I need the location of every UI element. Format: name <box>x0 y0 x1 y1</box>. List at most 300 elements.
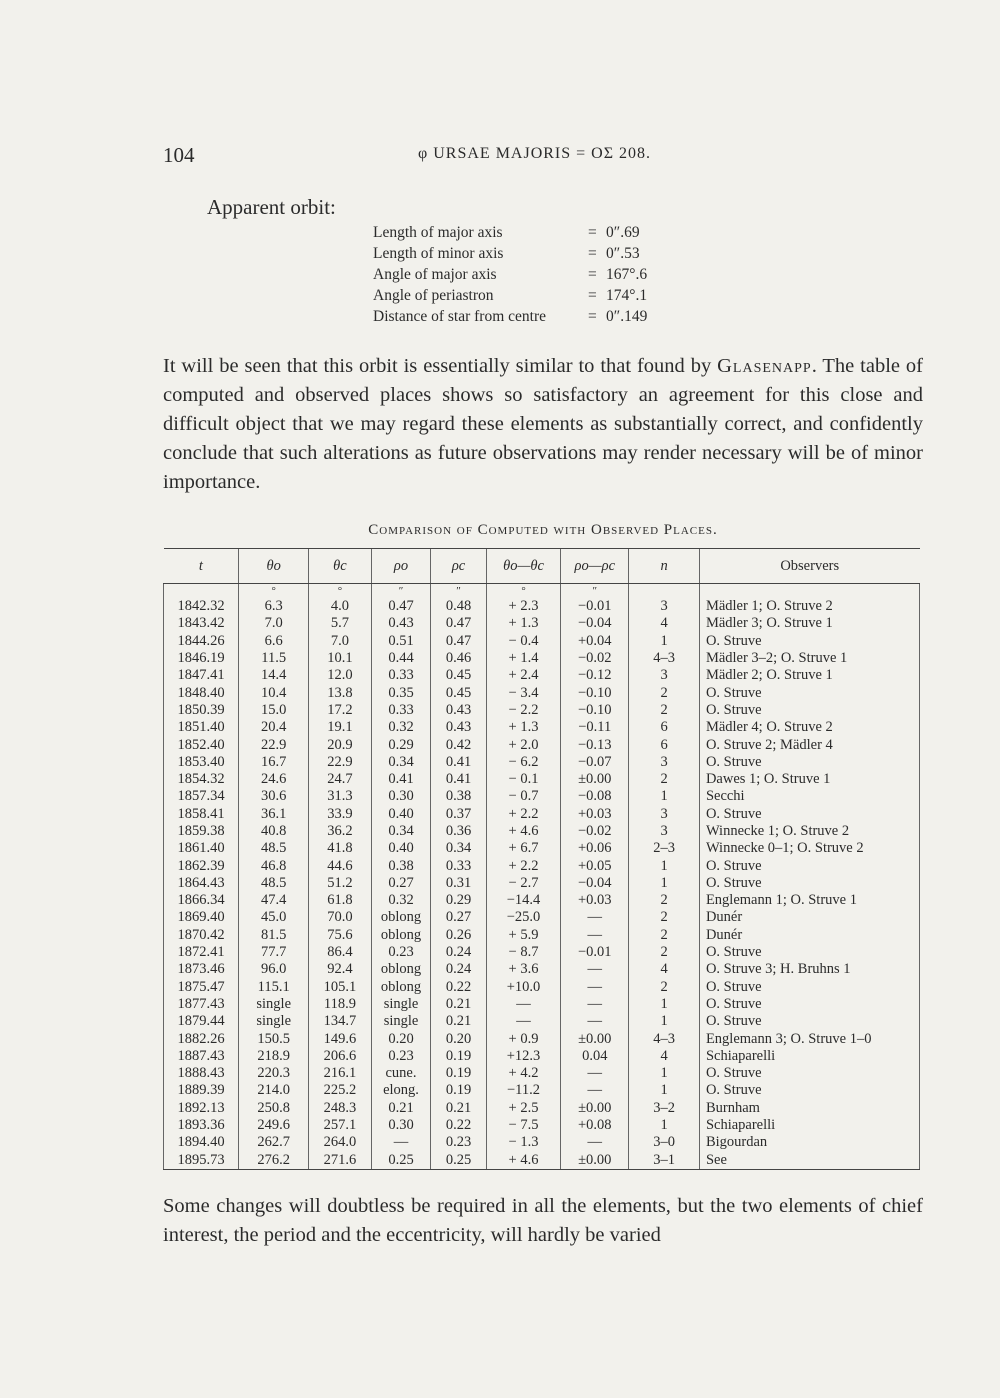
table-cell: O. Struve <box>699 1082 919 1099</box>
table-cell: 1843.42 <box>164 615 239 632</box>
table-cell: O. Struve <box>699 996 919 1013</box>
table-cell: 0.33 <box>431 857 487 874</box>
orbit-element-value: 0″.53 <box>606 245 640 262</box>
table-cell: 1870.42 <box>164 927 239 944</box>
unit-cell: ″ <box>371 584 431 599</box>
table-cell: −0.08 <box>561 788 629 805</box>
equals-sign: = <box>588 245 597 262</box>
column-header-observers: Observers <box>699 549 919 584</box>
table-cell: Dunér <box>699 909 919 926</box>
table-cell: — <box>561 1082 629 1099</box>
table-cell: 61.8 <box>309 892 372 909</box>
table-cell: 36.1 <box>239 806 309 823</box>
table-cell: 13.8 <box>309 684 372 701</box>
table-cell: 0.20 <box>371 1030 431 1047</box>
table-cell: 0.37 <box>431 806 487 823</box>
table-cell: oblong <box>371 909 431 926</box>
table-cell: 15.0 <box>239 702 309 719</box>
table-row <box>164 615 920 632</box>
column-header-rho-diff: ρo—ρc <box>561 549 629 584</box>
table-cell: — <box>561 996 629 1013</box>
table-row <box>164 944 920 961</box>
table-cell: O. Struve <box>699 944 919 961</box>
table-cell: + 2.0 <box>486 736 560 753</box>
table-cell: 6.3 <box>239 598 309 615</box>
table-cell: 0.31 <box>431 875 487 892</box>
table-cell: 0.43 <box>431 702 487 719</box>
table-cell: single <box>239 996 309 1013</box>
table-cell: + 1.3 <box>486 719 560 736</box>
table-row <box>164 1082 920 1099</box>
table-cell: −0.02 <box>561 823 629 840</box>
table-cell: 48.5 <box>239 840 309 857</box>
table-cell: 0.19 <box>431 1065 487 1082</box>
table-cell: Englemann 3; O. Struve 1–0 <box>699 1030 919 1047</box>
table-cell: −0.11 <box>561 719 629 736</box>
table-cell: 1862.39 <box>164 857 239 874</box>
table-cell: 1893.36 <box>164 1117 239 1134</box>
table-cell: 19.1 <box>309 719 372 736</box>
table-cell: ±0.00 <box>561 1030 629 1047</box>
table-row <box>164 702 920 719</box>
table-cell: — <box>561 1065 629 1082</box>
table-row <box>164 979 920 996</box>
table-cell: −11.2 <box>486 1082 560 1099</box>
table-cell: − 1.3 <box>486 1134 560 1151</box>
table-cell: 3 <box>629 823 700 840</box>
table-cell: 0.25 <box>371 1152 431 1170</box>
table-cell: −0.01 <box>561 944 629 961</box>
table-row <box>164 961 920 978</box>
table-cell: Winnecke 0–1; O. Struve 2 <box>699 840 919 857</box>
table-cell: 0.32 <box>371 719 431 736</box>
table-cell: 214.0 <box>239 1082 309 1099</box>
table-row <box>164 771 920 788</box>
table-cell: 105.1 <box>309 979 372 996</box>
column-header-t: t <box>164 549 239 584</box>
table-row <box>164 754 920 771</box>
table-cell: 1 <box>629 1117 700 1134</box>
body-paragraph: Some changes will doubtless be required in all the elements, but the two elements of chief interest, the period and the eccentricity, will hardly be varied <box>163 1195 923 1246</box>
table-cell: 1 <box>629 1013 700 1030</box>
table-cell: 86.4 <box>309 944 372 961</box>
table-cell: 4 <box>629 1048 700 1065</box>
table-cell: 4.0 <box>309 598 372 615</box>
table-cell: Burnham <box>699 1100 919 1117</box>
table-cell: O. Struve <box>699 857 919 874</box>
table-cell: −0.10 <box>561 702 629 719</box>
table-row <box>164 1065 920 1082</box>
orbit-element-value: 0″.149 <box>606 308 648 325</box>
table-cell: 150.5 <box>239 1030 309 1047</box>
table-cell: 20.4 <box>239 719 309 736</box>
table-cell: 31.3 <box>309 788 372 805</box>
orbit-element-row <box>373 306 647 327</box>
table-cell: 0.47 <box>371 598 431 615</box>
table-row <box>164 650 920 667</box>
table-cell: 1888.43 <box>164 1065 239 1082</box>
page-header <box>163 143 923 171</box>
table-cell: 81.5 <box>239 927 309 944</box>
unit-cell: ° <box>486 584 560 599</box>
table-cell: 0.24 <box>431 961 487 978</box>
table-cell: 46.8 <box>239 857 309 874</box>
unit-cell: ° <box>309 584 372 599</box>
table-cell: 1872.41 <box>164 944 239 961</box>
table-cell: 0.22 <box>431 1117 487 1134</box>
table-cell: Bigourdan <box>699 1134 919 1151</box>
table-cell: 0.38 <box>371 857 431 874</box>
table-cell: single <box>371 996 431 1013</box>
table-cell: 20.9 <box>309 736 372 753</box>
table-cell: 1866.34 <box>164 892 239 909</box>
table-cell: 22.9 <box>309 754 372 771</box>
table-cell: 2 <box>629 927 700 944</box>
table-cell: 96.0 <box>239 961 309 978</box>
table-cell: 216.1 <box>309 1065 372 1082</box>
table-row <box>164 875 920 892</box>
column-header-theta-c: θc <box>309 549 372 584</box>
table-cell: O. Struve <box>699 1065 919 1082</box>
table-cell: 0.33 <box>371 667 431 684</box>
table-cell: 220.3 <box>239 1065 309 1082</box>
table-row <box>164 892 920 909</box>
table-cell: 0.41 <box>431 771 487 788</box>
table-cell: 16.7 <box>239 754 309 771</box>
table-cell: − 6.2 <box>486 754 560 771</box>
table-cell: 3 <box>629 598 700 615</box>
paragraph-text: It will be seen that this orbit is essentially similar to that found by <box>163 355 718 377</box>
table-cell: +0.04 <box>561 633 629 650</box>
table-cell: − 2.7 <box>486 875 560 892</box>
table-cell: + 4.6 <box>486 1152 560 1170</box>
table-cell: 1869.40 <box>164 909 239 926</box>
table-cell: 10.1 <box>309 650 372 667</box>
table-cell: 5.7 <box>309 615 372 632</box>
table-cell: 1892.13 <box>164 1100 239 1117</box>
table-cell: 1846.19 <box>164 650 239 667</box>
table-cell: cune. <box>371 1065 431 1082</box>
orbit-element-row <box>373 264 647 285</box>
table-cell: 0.43 <box>431 719 487 736</box>
table-cell: 0.22 <box>431 979 487 996</box>
table-cell: 17.2 <box>309 702 372 719</box>
table-cell: 7.0 <box>239 615 309 632</box>
table-cell: 2 <box>629 979 700 996</box>
table-cell: ±0.00 <box>561 771 629 788</box>
table-cell: −25.0 <box>486 909 560 926</box>
table-cell: 1889.39 <box>164 1082 239 1099</box>
table-cell: 7.0 <box>309 633 372 650</box>
table-cell: O. Struve 2; Mädler 4 <box>699 736 919 753</box>
table-cell: 0.41 <box>371 771 431 788</box>
table-cell: −14.4 <box>486 892 560 909</box>
orbit-element-value: 174°.1 <box>606 287 648 304</box>
table-cell: 1842.32 <box>164 598 239 615</box>
table-cell: +0.06 <box>561 840 629 857</box>
table-cell: 249.6 <box>239 1117 309 1134</box>
table-cell: 134.7 <box>309 1013 372 1030</box>
table-cell: 3–2 <box>629 1100 700 1117</box>
table-cell: + 0.9 <box>486 1030 560 1047</box>
table-cell: + 6.7 <box>486 840 560 857</box>
table-row <box>164 1013 920 1030</box>
table-cell: 0.26 <box>431 927 487 944</box>
table-cell: 6.6 <box>239 633 309 650</box>
table-cell: 1861.40 <box>164 840 239 857</box>
equals-sign: = <box>588 308 597 325</box>
table-cell: 2 <box>629 771 700 788</box>
table-cell: single <box>371 1013 431 1030</box>
orbit-element-name: Length of major axis <box>373 224 503 241</box>
comparison-table <box>163 548 920 1170</box>
body-paragraph <box>163 352 923 497</box>
table-cell: Mädler 4; O. Struve 2 <box>699 719 919 736</box>
table-cell: 2 <box>629 702 700 719</box>
table-cell: 3 <box>629 754 700 771</box>
table-cell: 264.0 <box>309 1134 372 1151</box>
table-cell: 0.35 <box>371 684 431 701</box>
table-row <box>164 633 920 650</box>
table-cell: 47.4 <box>239 892 309 909</box>
table-cell: 75.6 <box>309 927 372 944</box>
table-cell: Mädler 1; O. Struve 2 <box>699 598 919 615</box>
table-cell: − 0.1 <box>486 771 560 788</box>
table-cell: 1 <box>629 633 700 650</box>
table-cell: 0.27 <box>431 909 487 926</box>
table-cell: 1873.46 <box>164 961 239 978</box>
table-cell: oblong <box>371 979 431 996</box>
table-cell: — <box>561 909 629 926</box>
table-row <box>164 857 920 874</box>
table-cell: O. Struve 3; H. Bruhns 1 <box>699 961 919 978</box>
table-cell: 11.5 <box>239 650 309 667</box>
table-cell: 0.46 <box>431 650 487 667</box>
apparent-orbit-label: Apparent orbit: <box>207 195 336 219</box>
table-cell: 0.23 <box>431 1134 487 1151</box>
table-cell: 41.8 <box>309 840 372 857</box>
table-row <box>164 719 920 736</box>
table-cell: 1895.73 <box>164 1152 239 1170</box>
table-cell: −0.04 <box>561 875 629 892</box>
table-cell: 1859.38 <box>164 823 239 840</box>
column-header-theta-diff: θo—θc <box>486 549 560 584</box>
table-cell: O. Struve <box>699 702 919 719</box>
table-cell: 262.7 <box>239 1134 309 1151</box>
unit-cell: ″ <box>561 584 629 599</box>
table-cell: O. Struve <box>699 806 919 823</box>
table-cell: + 5.9 <box>486 927 560 944</box>
column-header-rho-o: ρo <box>371 549 431 584</box>
table-cell: +0.03 <box>561 806 629 823</box>
table-cell: Dunér <box>699 927 919 944</box>
table-cell: −0.07 <box>561 754 629 771</box>
equals-sign: = <box>588 224 597 241</box>
table-cell: 0.45 <box>431 667 487 684</box>
table-cell: 0.40 <box>371 840 431 857</box>
table-cell: Secchi <box>699 788 919 805</box>
table-cell: −0.02 <box>561 650 629 667</box>
table-cell: 0.19 <box>431 1048 487 1065</box>
table-cell: 0.24 <box>431 944 487 961</box>
column-header-rho-c: ρc <box>431 549 487 584</box>
table-cell: 1875.47 <box>164 979 239 996</box>
table-cell: 0.19 <box>431 1082 487 1099</box>
table-cell: 24.7 <box>309 771 372 788</box>
table-cell: 4–3 <box>629 650 700 667</box>
units-row <box>164 584 920 599</box>
table-cell: −0.01 <box>561 598 629 615</box>
table-cell: 206.6 <box>309 1048 372 1065</box>
table-cell: 118.9 <box>309 996 372 1013</box>
table-cell: 3 <box>629 667 700 684</box>
table-header-row <box>164 549 920 584</box>
column-header-theta-o: θo <box>239 549 309 584</box>
table-cell: 2 <box>629 909 700 926</box>
table-cell: 0.21 <box>431 996 487 1013</box>
table-cell: 1879.44 <box>164 1013 239 1030</box>
orbit-element-value: 167°.6 <box>606 266 648 283</box>
table-cell: 4 <box>629 615 700 632</box>
table-cell: 36.2 <box>309 823 372 840</box>
table-cell: 0.48 <box>431 598 487 615</box>
table-cell: 1887.43 <box>164 1048 239 1065</box>
unit-cell <box>699 584 919 599</box>
table-cell: 4 <box>629 961 700 978</box>
table-caption: Comparison of Computed with Observed Places. <box>368 522 718 538</box>
table-cell: − 0.7 <box>486 788 560 805</box>
table-cell: 2 <box>629 892 700 909</box>
table-cell: ±0.00 <box>561 1100 629 1117</box>
unit-cell: ° <box>239 584 309 599</box>
table-cell: + 1.3 <box>486 615 560 632</box>
table-cell: 225.2 <box>309 1082 372 1099</box>
table-cell: + 2.4 <box>486 667 560 684</box>
table-cell: 0.27 <box>371 875 431 892</box>
table-cell: 0.33 <box>371 702 431 719</box>
table-cell: 1 <box>629 788 700 805</box>
table-cell: 1847.41 <box>164 667 239 684</box>
table-cell: Mädler 3–2; O. Struve 1 <box>699 650 919 667</box>
table-cell: 0.21 <box>371 1100 431 1117</box>
table-row <box>164 840 920 857</box>
table-row <box>164 823 920 840</box>
table-cell: 1853.40 <box>164 754 239 771</box>
table-cell: oblong <box>371 961 431 978</box>
table-cell: — <box>561 927 629 944</box>
table-cell: −0.12 <box>561 667 629 684</box>
table-cell: O. Struve <box>699 1013 919 1030</box>
table-cell: + 4.2 <box>486 1065 560 1082</box>
table-cell: 1858.41 <box>164 806 239 823</box>
table-cell: 40.8 <box>239 823 309 840</box>
table-cell: O. Struve <box>699 875 919 892</box>
table-cell: — <box>561 1134 629 1151</box>
table-cell: 12.0 <box>309 667 372 684</box>
table-row <box>164 806 920 823</box>
orbit-element-name: Angle of major axis <box>373 266 497 283</box>
orbit-element-row <box>373 285 647 306</box>
table-cell: 248.3 <box>309 1100 372 1117</box>
table-cell: 1 <box>629 1065 700 1082</box>
table-cell: 0.47 <box>431 615 487 632</box>
table-cell: 276.2 <box>239 1152 309 1170</box>
table-cell: See <box>699 1152 919 1170</box>
table-cell: 10.4 <box>239 684 309 701</box>
table-cell: 271.6 <box>309 1152 372 1170</box>
table-cell: 0.36 <box>431 823 487 840</box>
table-row <box>164 1134 920 1151</box>
table-row <box>164 684 920 701</box>
equals-sign: = <box>588 266 597 283</box>
table-cell: 0.34 <box>371 754 431 771</box>
table-cell: 0.42 <box>431 736 487 753</box>
table-cell: Winnecke 1; O. Struve 2 <box>699 823 919 840</box>
orbit-element-row <box>373 243 647 264</box>
table-cell: +0.05 <box>561 857 629 874</box>
table-cell: 0.23 <box>371 944 431 961</box>
table-cell: − 0.4 <box>486 633 560 650</box>
table-cell: 3 <box>629 806 700 823</box>
table-cell: — <box>486 1013 560 1030</box>
table-cell: Schiaparelli <box>699 1048 919 1065</box>
table-cell: 149.6 <box>309 1030 372 1047</box>
table-cell: ±0.00 <box>561 1152 629 1170</box>
table-cell: — <box>561 961 629 978</box>
table-cell: +12.3 <box>486 1048 560 1065</box>
equals-sign: = <box>588 287 597 304</box>
table-cell: 0.34 <box>371 823 431 840</box>
table-cell: 0.32 <box>371 892 431 909</box>
table-cell: + 2.3 <box>486 598 560 615</box>
table-cell: +0.08 <box>561 1117 629 1134</box>
table-cell: 44.6 <box>309 857 372 874</box>
table-cell: − 2.2 <box>486 702 560 719</box>
table-cell: 1 <box>629 996 700 1013</box>
table-cell: — <box>371 1134 431 1151</box>
table-row <box>164 1048 920 1065</box>
table-cell: 3–0 <box>629 1134 700 1151</box>
table-cell: — <box>561 979 629 996</box>
table-cell: 0.29 <box>371 736 431 753</box>
table-cell: 4–3 <box>629 1030 700 1047</box>
table-cell: 1 <box>629 1082 700 1099</box>
table-row <box>164 927 920 944</box>
table-cell: 0.41 <box>431 754 487 771</box>
paragraph-text: . The table of computed and observed places shows so satisfactory an agreement for this close and difficult object that we may regard these elements as substantially correct, and confidently conclude that such alterations as future observations may render necessary will be of minor importance. <box>163 355 923 493</box>
table-cell: 0.29 <box>431 892 487 909</box>
table-cell: 1844.26 <box>164 633 239 650</box>
table-cell: 0.20 <box>431 1030 487 1047</box>
table-cell: 2–3 <box>629 840 700 857</box>
table-cell: 1848.40 <box>164 684 239 701</box>
table-row <box>164 996 920 1013</box>
table-cell: +0.03 <box>561 892 629 909</box>
table-cell: 0.30 <box>371 1117 431 1134</box>
table-cell: −0.13 <box>561 736 629 753</box>
orbit-element-name: Distance of star from centre <box>373 308 547 325</box>
table-cell: 0.40 <box>371 806 431 823</box>
table-cell: + 1.4 <box>486 650 560 667</box>
table-cell: 218.9 <box>239 1048 309 1065</box>
table-cell: 1877.43 <box>164 996 239 1013</box>
table-cell: O. Struve <box>699 754 919 771</box>
table-row <box>164 788 920 805</box>
table-cell: 33.9 <box>309 806 372 823</box>
table-cell: 14.4 <box>239 667 309 684</box>
table-row <box>164 598 920 615</box>
table-cell: 2 <box>629 944 700 961</box>
